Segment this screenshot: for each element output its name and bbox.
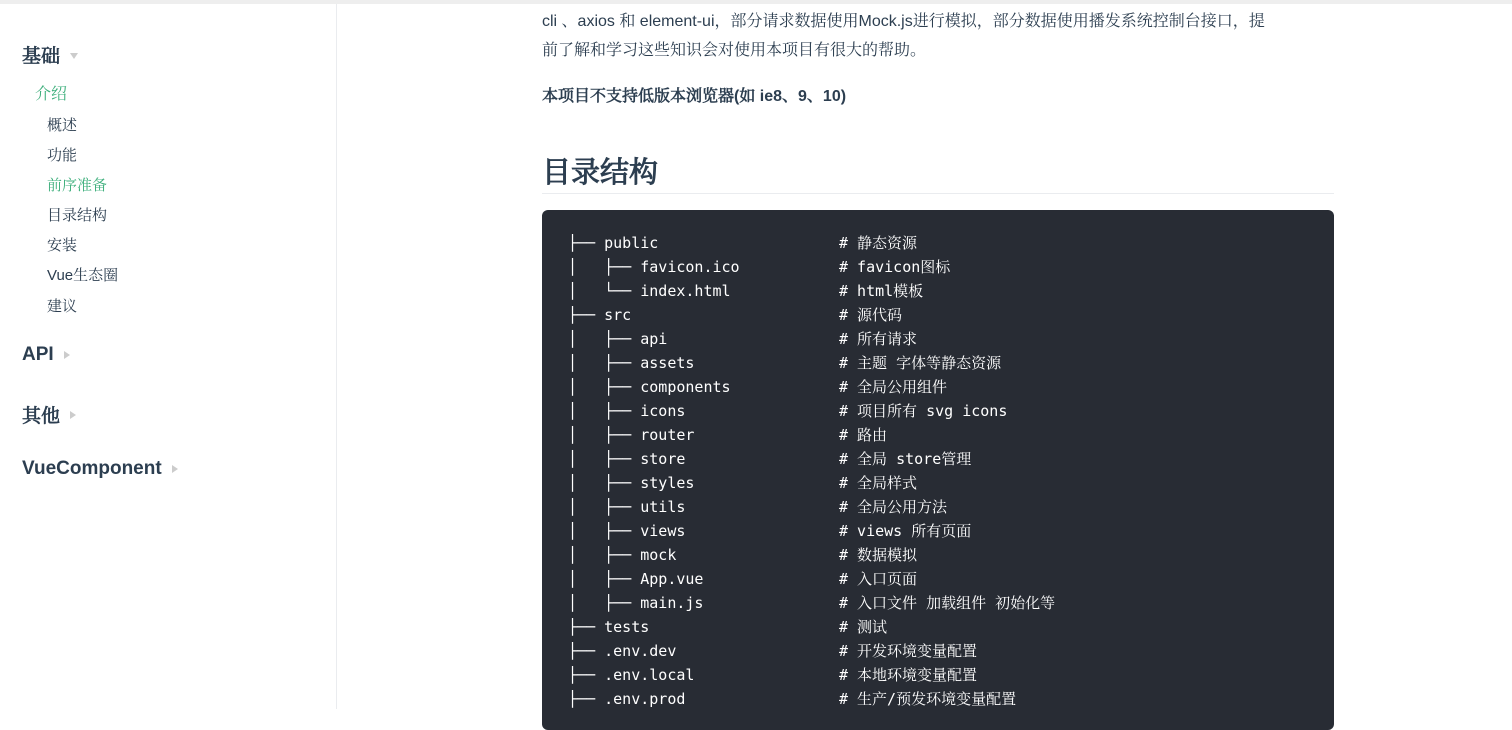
code-tree-entry: │ ├── styles (568, 474, 695, 492)
sidebar-group-title: 基础 (22, 46, 61, 67)
chevron-right-icon (64, 351, 70, 359)
code-line (568, 567, 1334, 591)
code-comment: # 全局样式 (839, 474, 918, 492)
code-line (568, 495, 1334, 519)
code-tree-entry: │ └── index.html (568, 282, 731, 300)
code-tree-entry: │ ├── router (568, 426, 695, 444)
code-tree-entry: │ ├── views (568, 522, 686, 540)
code-line (568, 279, 1334, 303)
sidebar-item-features[interactable]: 功能 (47, 147, 78, 164)
code-block (542, 210, 1334, 730)
code-tree-entry: │ ├── store (568, 450, 686, 468)
code-comment: # 主题 字体等静态资源 (839, 354, 1002, 372)
code-comment: # 全局 store管理 (839, 450, 972, 468)
intro-paragraph (542, 7, 1334, 65)
code-comment: # 入口页面 (839, 570, 918, 588)
code-tree-entry: │ ├── components (568, 378, 731, 396)
code-tree-entry: │ ├── api (568, 330, 668, 348)
watermark: @稀土掘金技术社区 (1337, 672, 1490, 692)
code-line (568, 303, 1334, 327)
code-tree-entry: ├── .env.dev (568, 642, 677, 660)
chevron-right-icon (172, 465, 178, 473)
sidebar-group-title: 其他 (22, 406, 61, 427)
browser-notice: 本项目不支持低版本浏览器(如 ie8、9、10) (542, 88, 847, 105)
sidebar-group-api[interactable] (22, 344, 70, 366)
code-tree-entry: ├── tests (568, 618, 650, 636)
code-tree-entry: ├── .env.local (568, 666, 695, 684)
code-comment: # 开发环境变量配置 (839, 642, 978, 660)
sidebar (0, 4, 337, 709)
code-tree-entry: │ ├── mock (568, 546, 677, 564)
code-line (568, 351, 1334, 375)
code-tree-entry: │ ├── utils (568, 498, 686, 516)
code-line (568, 543, 1334, 567)
code-comment: # 路由 (839, 426, 888, 444)
code-comment: # 静态资源 (839, 234, 918, 252)
sidebar-item-install[interactable]: 安装 (47, 237, 78, 254)
code-comment: # 全局公用方法 (839, 498, 948, 516)
intro-line: cli 、axios 和 element-ui，部分请求数据使用Mock.js进行模拟，部分数据使用播发系统控制台接口，提 (542, 13, 1265, 30)
code-tree-entry: ├── src (568, 306, 632, 324)
code-line (568, 423, 1334, 447)
code-comment: # 生产/预发环境变量配置 (839, 690, 1017, 708)
code-line (568, 519, 1334, 543)
code-line (568, 615, 1334, 639)
code-line (568, 375, 1334, 399)
code-tree-entry: ├── .env.prod (568, 690, 686, 708)
code-comment: # favicon图标 (839, 258, 951, 276)
sidebar-group-basics[interactable] (22, 41, 78, 68)
sidebar-group-vuecomponent[interactable] (22, 458, 178, 480)
section-heading: 目录结构 (542, 150, 1334, 194)
code-line (568, 255, 1334, 279)
chevron-down-icon (70, 53, 78, 59)
code-tree-entry: │ ├── assets (568, 354, 695, 372)
sidebar-item-suggestions[interactable]: 建议 (47, 298, 78, 315)
sidebar-item-overview[interactable]: 概述 (47, 117, 78, 134)
code-tree-entry: │ ├── main.js (568, 594, 704, 612)
intro-line: 前了解和学习这些知识会对使用本项目有很大的帮助。 (542, 42, 927, 59)
code-line (568, 591, 1334, 615)
code-line (568, 327, 1334, 351)
code-comment: # 全局公用组件 (839, 378, 948, 396)
code-tree-entry: │ ├── icons (568, 402, 686, 420)
sidebar-section-intro[interactable]: 介绍 (35, 86, 68, 103)
code-tree-entry: ├── public (568, 234, 659, 252)
sidebar-group-title: VueComponent (22, 458, 162, 479)
code-comment: # 测试 (839, 618, 888, 636)
code-line (568, 663, 1334, 687)
code-comment: # 入口文件 加载组件 初始化等 (839, 594, 1056, 612)
code-line (568, 687, 1334, 711)
code-line (568, 231, 1334, 255)
sidebar-group-other[interactable] (22, 401, 76, 428)
sidebar-item-vue-ecosystem[interactable]: Vue生态圈 (47, 267, 119, 284)
code-line (568, 471, 1334, 495)
sidebar-item-directory-structure[interactable]: 目录结构 (47, 207, 108, 224)
sidebar-group-title: API (22, 344, 54, 365)
code-comment: # views 所有页面 (839, 522, 972, 540)
code-line (568, 447, 1334, 471)
code-comment: # 项目所有 svg icons (839, 402, 1008, 420)
code-comment: # html模板 (839, 282, 924, 300)
code-comment: # 数据模拟 (839, 546, 918, 564)
code-comment: # 本地环境变量配置 (839, 666, 978, 684)
sidebar-item-prerequisites[interactable]: 前序准备 (47, 177, 108, 194)
code-tree-entry: │ ├── favicon.ico (568, 258, 740, 276)
code-line (568, 399, 1334, 423)
code-line (568, 639, 1334, 663)
code-comment: # 源代码 (839, 306, 903, 324)
code-comment: # 所有请求 (839, 330, 918, 348)
code-tree-entry: │ ├── App.vue (568, 570, 704, 588)
chevron-right-icon (70, 411, 76, 419)
